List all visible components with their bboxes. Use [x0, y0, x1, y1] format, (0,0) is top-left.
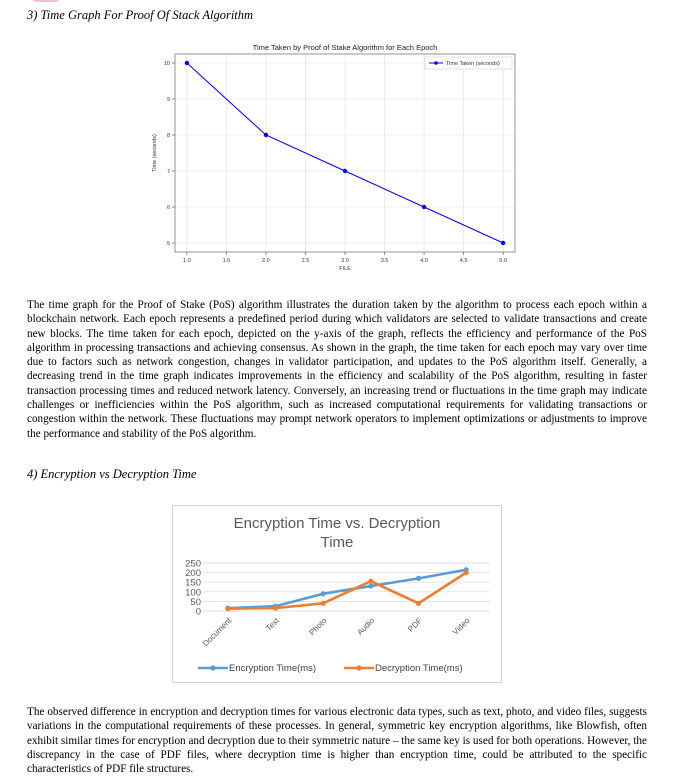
chart-title: Time Taken by Proof of Stake Algorithm for Each Epoch	[252, 43, 438, 52]
y-tick-label: 0	[195, 606, 201, 618]
y-tick-label: 250	[185, 558, 201, 570]
data-point	[225, 606, 230, 611]
data-point	[273, 606, 278, 611]
section-heading-encryption: 4) Encryption vs Decryption Time	[27, 467, 197, 481]
data-point	[264, 133, 268, 137]
data-point	[368, 579, 373, 584]
x-tick-label: Audio	[355, 616, 377, 637]
x-tick-label: 3.0	[341, 258, 349, 264]
x-tick-label: 1.5	[222, 258, 231, 264]
y-tick-label: 200	[185, 568, 201, 580]
y-tick-label: 100	[185, 587, 201, 599]
y-tick-label: 10	[163, 61, 170, 67]
x-axis-label: FILE	[339, 266, 351, 272]
x-tick-label: Text	[264, 616, 281, 633]
x-tick-label: 2.5	[301, 258, 310, 264]
legend-label: Time Taken (seconds)	[446, 61, 500, 67]
legend-label-encryption: Encryption Time(ms)	[229, 663, 317, 674]
data-point	[416, 601, 421, 606]
y-tick-label: 8	[166, 133, 170, 139]
data-point	[422, 205, 426, 209]
data-point	[464, 570, 469, 575]
y-tick-label: 50	[190, 596, 201, 608]
data-point	[368, 583, 373, 588]
y-tick-label: 5	[166, 241, 170, 247]
chart-frame	[173, 506, 502, 683]
y-tick-label: 6	[166, 205, 170, 211]
x-tick-label: Document	[201, 616, 234, 649]
encryption-decryption-chart	[172, 505, 502, 683]
section-heading-time-graph: 3) Time Graph For Proof Of Stack Algorithm	[27, 8, 254, 22]
y-tick-label: 150	[185, 577, 201, 589]
x-tick-label: 1.0	[183, 258, 191, 264]
legend-marker-decryption	[356, 665, 361, 670]
data-point	[343, 169, 347, 173]
pos-time-chart	[140, 40, 520, 280]
data-point	[321, 591, 326, 596]
legend-label-decryption: Decryption Time(ms)	[375, 663, 463, 674]
legend-marker	[434, 61, 438, 65]
x-tick-label: 3.5	[380, 258, 389, 264]
decorative-shape	[28, 0, 64, 2]
data-point	[321, 601, 326, 606]
x-tick-label: 2.0	[262, 258, 270, 264]
x-tick-label: Photo	[307, 616, 329, 638]
x-tick-label: 4.0	[420, 258, 428, 264]
legend-marker-encryption	[210, 665, 215, 670]
data-point	[416, 576, 421, 581]
data-point	[185, 61, 189, 65]
paragraph-encryption-description: The observed difference in encryption and decryption times for various electronic data types, such as text, photo, and video files, suggests variations in the computational requirements of these processes. In general, symmetric key encryption algorithms, like Blowfish, often exhibit similar times for encryption and decryption due to their symmetric nature – the same key is used for both operations. However, the discrepancy in the case of PDF files, where decryption time is higher than encryption time, could be attributed to the specific characteristics of PDF file structures.	[27, 706, 647, 776]
y-tick-label: 9	[166, 97, 170, 103]
x-tick-label: 5.0	[499, 258, 507, 264]
paragraph-pos-description: The time graph for the Proof of Stake (PoS) algorithm illustrates the duration taken by the algorithm to process each epoch within a blockchain network. Each epoch represents a predefined period during which validators are selected to validate transactions and create new blocks. The time taken for each epoch, depicted on the y-axis of the graph, reflects the efficiency and performance of the PoS algorithm in processing transactions and achieving consensus. As shown in the graph, the time taken for each epoch may vary over time due to factors such as network congestion, changes in validator participation, and updates to the PoS algorithm itself. Generally, a decreasing trend in the time graph indicates improvements in the efficiency and scalability of the PoS algorithm, resulting in faster transaction processing times and reduced network latency. Conversely, an increasing trend or fluctuations in the time graph may indicate challenges or inefficiencies within the PoS algorithm, such as increased computational requirements for validating transactions or congestion within the network. These fluctuations may prompt network operators to implement optimizations or adjustments to improve the performance and stability of the PoS algorithm.	[27, 299, 647, 440]
y-tick-label: 7	[166, 169, 170, 175]
data-point	[501, 241, 505, 245]
chart-title: Encryption Time vs. Decryption Time	[233, 515, 441, 551]
x-tick-label: PDF	[406, 616, 424, 634]
x-tick-label: Video	[450, 616, 472, 637]
x-tick-label: 4.5	[459, 258, 468, 264]
y-axis-label: Time (seconds)	[152, 134, 158, 172]
